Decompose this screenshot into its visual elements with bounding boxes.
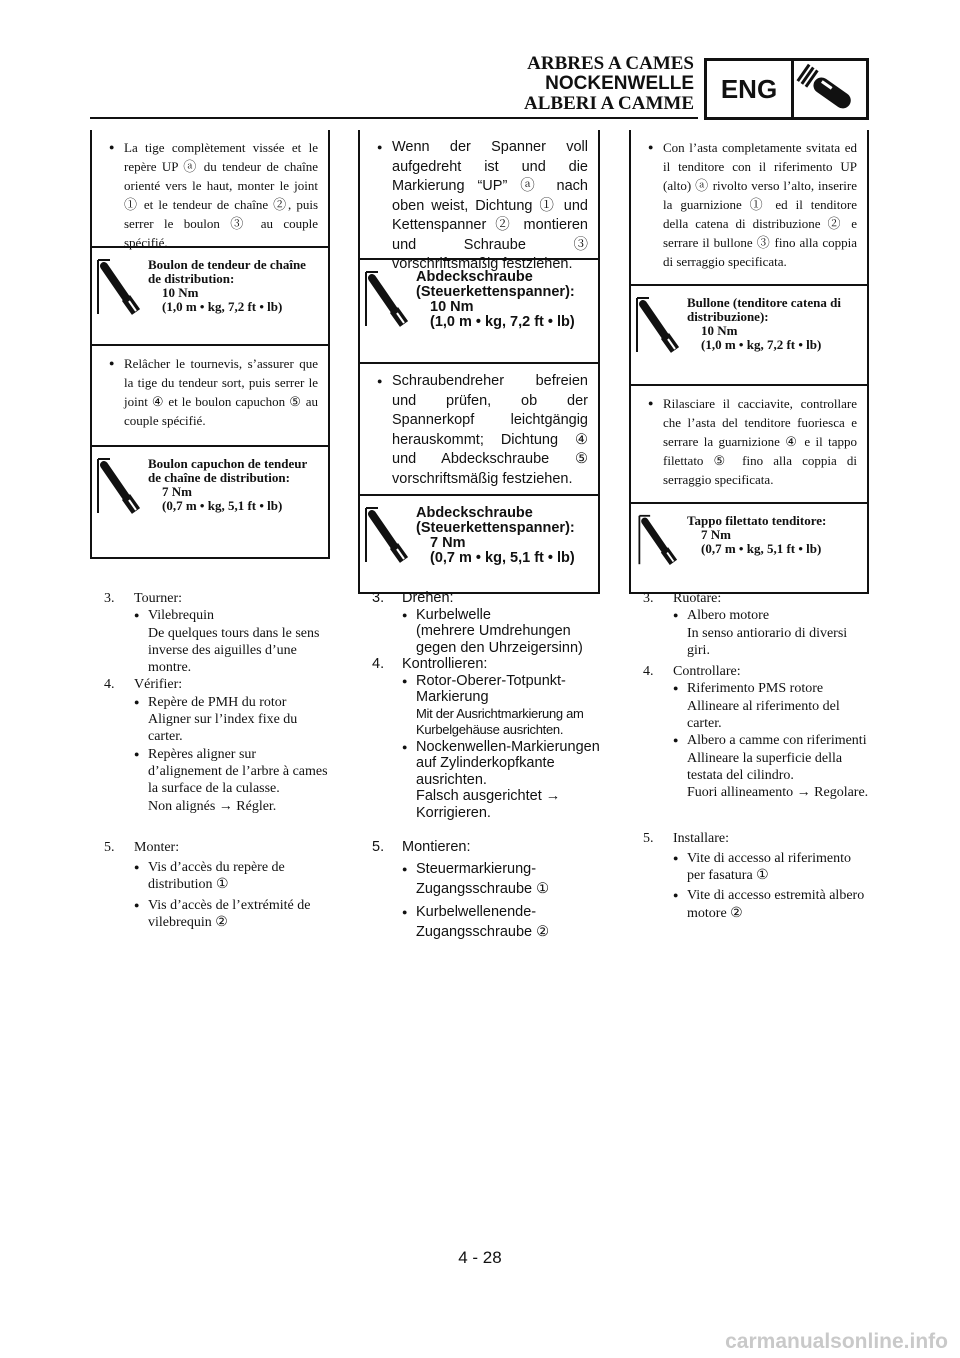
instruction-text: Allineare la superficie della testata del cilindro. — [687, 750, 843, 783]
torque-value-de-2: 7 Nm — [430, 535, 466, 551]
torque-spec-de-1 — [360, 260, 598, 364]
list-item: ● Vite di accesso estremità albero motore ② — [673, 887, 869, 922]
instruction-text: (mehrere Umdrehungen gegen den Uhrzeigersinn) — [416, 623, 583, 656]
section-badge — [704, 58, 869, 120]
step-it-5 — [643, 830, 869, 922]
torque-units-fr-1: (1,0 m • kg, 7,2 ft • lb) — [162, 299, 283, 314]
torque-wrench-icon — [96, 457, 148, 520]
step-number: 3. — [372, 590, 385, 606]
torque-wrench-icon — [364, 506, 416, 569]
list-item: ● Albero motore — [673, 607, 869, 624]
instruction-text: Aligner sur l’index fixe du carter. — [148, 712, 298, 745]
step-it-4 — [643, 663, 869, 801]
section-badge-label: ENG — [707, 61, 794, 117]
step-de-2 — [360, 364, 598, 496]
step-it-2 — [631, 386, 867, 504]
list-item: ● Repères aligner sur d’alignement de l’arbre à cames la surface de la culasse. — [134, 746, 332, 798]
torque-value-fr-1: 10 Nm — [162, 285, 199, 300]
step-it-1 — [631, 130, 867, 286]
torque-wrench-icon — [364, 270, 416, 333]
list-item: ● Repère de PMH du rotor — [134, 694, 332, 711]
step-label: Kontrollieren: — [402, 656, 488, 672]
torque-wrench-icon — [635, 296, 687, 359]
engine-icon — [794, 61, 866, 117]
torque-name-it-2: Tappo filettato tenditore: — [687, 513, 827, 528]
torque-name-de-2: Abdeckschraube (Steuerkettenspanner): — [416, 505, 575, 536]
torque-value-de-1: 10 Nm — [430, 299, 474, 315]
step-number: 4. — [643, 664, 654, 680]
step-de-4 — [372, 656, 600, 821]
torque-units-it-2: (0,7 m • kg, 5,1 ft • lb) — [701, 541, 822, 556]
torque-name-de-1: Abdeckschraube (Steuerkettenspanner): — [416, 269, 575, 300]
torque-units-it-1: (1,0 m • kg, 7,2 ft • lb) — [701, 337, 822, 352]
step-fr-4 — [104, 676, 332, 814]
page-title-block — [524, 54, 694, 114]
instruction-text: Falsch ausgerichtet → Korrigieren. — [416, 788, 561, 821]
text-fr-2: ● Relâcher le tournevis, s’assurer que la tige du tendeur sort, puis serrer le joint ④ et le boulon capuchon ⑤ au couple spécifié. — [102, 354, 318, 430]
list-item: ● Albero a camme con riferimenti — [673, 732, 869, 749]
torque-name-fr-1: Boulon de tendeur de chaîne de distribution: — [148, 257, 306, 286]
list-item: ● Vis d’accès de l’extrémité de vilebrequin ② — [134, 897, 332, 932]
instruction-text: Non alignés → Régler. — [148, 798, 277, 814]
torque-value-it-2: 7 Nm — [701, 527, 731, 542]
step-label: Vérifier: — [134, 677, 183, 693]
list-item: ● Kurbelwellenende-Zugangsschraube ② — [402, 902, 600, 942]
torque-name-fr-2: Boulon capuchon de tendeur de chaîne de distribution: — [148, 456, 308, 485]
text-de-2: ● Schraubendreher befreien und prüfen, ob der Spannerkopf leichtgängig herauskommt; Dichtung ④ und Abdeckschraube ⑤ vorschriftsmäßig festziehen. — [370, 372, 588, 489]
page-number: 4 - 28 — [458, 1248, 502, 1267]
torque-units-fr-2: (0,7 m • kg, 5,1 ft • lb) — [162, 498, 283, 513]
step-it-3 — [643, 590, 869, 659]
instruction-text: De quelques tours dans le sens inverse des aiguilles d’une montre. — [148, 625, 320, 676]
step-fr-1 — [92, 130, 328, 248]
instruction-text: In senso antiorario di diversi giri. — [687, 625, 848, 658]
torque-value-fr-2: 7 Nm — [162, 484, 192, 499]
watermark: carmanualsonline.info — [725, 1330, 948, 1353]
column-de — [358, 130, 600, 594]
torque-units-de-1: (1,0 m • kg, 7,2 ft • lb) — [430, 314, 575, 330]
procedure-de — [372, 590, 600, 942]
step-number: 4. — [372, 656, 385, 672]
step-number: 5. — [104, 839, 115, 855]
list-item: ● Nockenwellen-Markierungen auf Zylinderkopfkante ausrichten. — [402, 739, 600, 789]
list-item: ● Vis d’accès du repère de distribution ① — [134, 859, 332, 894]
list-item: ● Rotor-Oberer-Totpunkt-Markierung — [402, 673, 600, 706]
torque-spec-it-2 — [631, 504, 867, 592]
step-number: 5. — [643, 830, 654, 846]
step-label: Monter: — [134, 839, 180, 855]
step-label: Ruotare: — [673, 591, 722, 606]
step-label: Controllare: — [673, 664, 741, 680]
title-fr: ARBRES A CAMES — [527, 53, 694, 74]
torque-units-de-2: (0,7 m • kg, 5,1 ft • lb) — [430, 550, 575, 566]
text-de-1: ● Wenn der Spanner voll aufgedreht ist und die Markierung “UP” ⓐ nach oben weist, Dichtung ① und Kettenspanner ② montieren und Schraube ③ vorschriftsmäßig festziehen. — [370, 138, 588, 275]
instruction-text: Fuori allineamento → Regolare. — [687, 785, 869, 801]
torque-spec-fr-1 — [92, 248, 328, 346]
procedure-fr — [104, 590, 332, 931]
torque-spec-fr-2 — [92, 447, 328, 557]
step-label: Drehen: — [402, 590, 454, 606]
text-it-1: ● Con l’asta completamente svitata ed il tenditore con il riferimento UP (alto) ⓐ rivolto verso l’alto, inserire la guarnizione ① ed il tenditore della catena di distribuzione ② e serrare il bullone ③ fino alla coppia di serraggio specificata. — [641, 138, 857, 271]
list-item: ● Steuermarkierung-Zugangsschraube ① — [402, 859, 600, 899]
step-number: 3. — [104, 591, 115, 606]
title-it: ALBERI A CAMME — [524, 93, 694, 114]
torque-wrench-icon — [635, 514, 687, 571]
step-label: Tourner: — [134, 591, 183, 606]
header-rule — [90, 117, 698, 119]
torque-spec-it-1 — [631, 286, 867, 386]
list-item: ● Kurbelwelle — [402, 607, 600, 624]
torque-name-it-1: Bullone (tenditore catena di distribuzione): — [687, 295, 841, 324]
step-de-1 — [360, 130, 598, 272]
text-it-2: ● Rilasciare il cacciavite, controllare che l’asta del tenditore fuoriesca e serrare la guarnizione ④ e il tappo filettato ⑤ fino alla coppia di serraggio specificata. — [641, 394, 857, 489]
list-item: ● Riferimento PMS rotore — [673, 680, 869, 697]
instruction-text: Mit der Ausrichtmarkierung am Kurbelgehäuse ausrichten. — [416, 705, 584, 737]
torque-wrench-icon — [96, 258, 148, 321]
step-number: 3. — [643, 591, 654, 606]
torque-spec-de-2 — [360, 496, 598, 592]
step-label: Montieren: — [402, 839, 471, 855]
text-fr-1: ● La tige complètement vissée et le repère UP ⓐ du tendeur de chaîne orienté vers le haut, monter le joint ① et le tendeur de chaîne ②, puis serrer le boulon ③ au couple spécifié. — [102, 138, 318, 252]
step-de-5 — [372, 839, 600, 942]
column-fr — [90, 130, 330, 559]
list-item: ● Vilebrequin — [134, 607, 332, 624]
column-it — [629, 130, 869, 594]
step-label: Installare: — [673, 830, 729, 846]
list-item: ● Vite di accesso al riferimento per fasatura ① — [673, 850, 869, 885]
step-fr-5 — [104, 839, 332, 931]
step-number: 4. — [104, 677, 115, 693]
step-fr-2 — [92, 346, 328, 447]
step-fr-3 — [104, 590, 332, 676]
instruction-text: Allineare al riferimento del carter. — [687, 698, 840, 732]
procedure-it — [643, 590, 869, 922]
torque-value-it-1: 10 Nm — [701, 323, 738, 338]
step-de-3 — [372, 590, 600, 656]
step-number: 5. — [372, 839, 385, 855]
title-de: NOCKENWELLE — [545, 73, 694, 94]
